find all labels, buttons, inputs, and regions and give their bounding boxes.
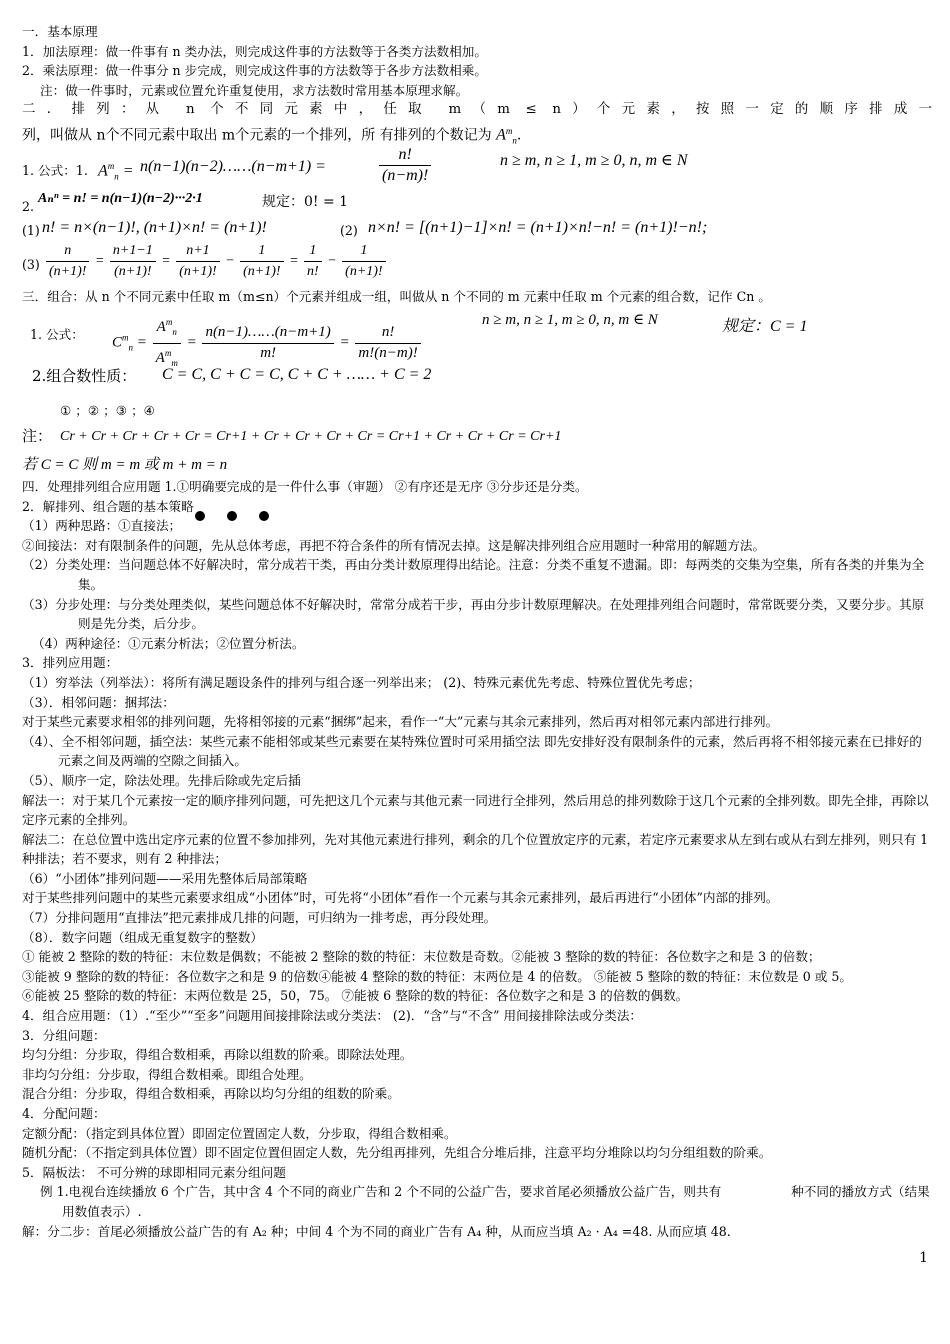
note-label: 注： <box>22 427 53 446</box>
combination-applications: 4．组合应用题：（1）.“至少”“至多”问题用间接排除法或分类法： (2)．“含”与“不含” 用间接排除法或分类法： <box>22 1008 643 1024</box>
divisibility-rules-1: ① 能被 2 整除的数的特征：末位数是偶数；不能被 2 整除的数的特征：末位数是奇数。②能被 3 整除的数的特征：各位数字之和是 3 的倍数； <box>22 949 821 965</box>
properties-list <box>22 393 932 423</box>
formula-1-den: (n−m)! <box>382 167 429 185</box>
equal-combinations-condition: 若 C = C 则 m = m 或 m + m = n <box>22 457 228 474</box>
factorial-fraction-identity: (3) $\frac{n}{(n+1)!}$ = $\frac{n+1-1}{(n+1)!}$ = $\frac{n+1}{(n+1)!}$ − $\frac{1}{(n+1)!}$ = $\frac{1}{n!}$ − $\frac{1}{(n+1)!}$ <box>22 241 932 287</box>
uneven-grouping: 非均匀分组：分步取，得组合数相乘。即组合处理。 <box>22 1066 312 1082</box>
distribution-title: 4．分配问题： <box>22 1106 106 1122</box>
properties-items: ① ；② ；③ ；④ <box>60 403 155 419</box>
addition-principle: 1．加法原理：做一件事有 n 类办法，则完成这件事的方法数等于各类方法数相加。 <box>22 43 487 59</box>
fixed-order-division: （5）、顺序一定，除法处理。先排后除或先定后插 <box>22 772 301 788</box>
solution-method-2: 解法二：在总位置中选出定序元素的位置不参加排列，先对其他元素进行排列，剩余的几个位置放定序的元素，若定序元素要求从左到右或从右到左排列，则只有 1 种排法；若不要求，则有 2 种排法； <box>22 831 929 867</box>
combination-definition: 三．组合：从 n 个不同元素中任取 m（m≤n）个元素并组成一组，叫做从 n 个不同的 m 元素中任取 m 个元素的组合数，记作 Cn 。 <box>22 289 771 305</box>
row-arrangement: （7）分排问题用“直排法”把元素排成几排的问题，可归纳为一排考虑，再分段处理。 <box>22 910 497 926</box>
bullet-dot <box>227 511 237 521</box>
combination-symbol: C <box>112 334 123 351</box>
example-1-text: 例 1.电视台连续播放 6 个广告，其中含 4 个不同的商业广告和 2 个不同的公益广告，要求首尾必须播放公益广告，则共有 <box>40 1184 722 1200</box>
indirect-method: ②间接法：对有限制条件的问题，先从总体考虑，再把不符合条件的所有情况去掉。这是解决排列组合应用题时一种常用的解题方法。 <box>22 537 766 553</box>
permutation-symbol: A <box>496 126 506 144</box>
solution-method-1: 解法一：对于某几个元素按一定的顺序排列问题，可先把这几个元素与其他元素一同进行全排列，然后用总的排列数除于这几个元素的全排列数。即先全排，再除以定序元素的全排列。 <box>22 792 929 828</box>
small-group-problem: （6）“小团体”排列问题——采用先整体后局部策略 <box>22 870 308 886</box>
formula-2-rule: 规定：0! = 1 <box>262 194 349 211</box>
note-expr: Cr + Cr + Cr + Cr + Cr = Cr+1 + Cr + Cr + Cr + Cr = Cr+1 + Cr + Cr + Cr = Cr+1 <box>60 429 562 445</box>
gap-insertion-method: （4）、全不相邻问题，插空法：某些元素不能相邻或某些元素要在某特殊位置时可采用插空法 即先安排好没有限制条件的元素，然后再将不相邻接元素在已排好的元素之间及两端的空隙之间插入。 <box>22 733 922 769</box>
identity-3-label: (3) <box>22 257 40 273</box>
bullet-dots <box>195 506 291 525</box>
stepwise-method: （3）分步处理：与分类处理类似，某些问题总体不好解决时，常常分成若干步，再由分步计数原理解决。在处理排列组合问题时，常常既要分类，又要分步。其原则是先分类，后分步。 <box>22 596 925 632</box>
section-4-title: 四．处理排列组合应用题 1.①明确要完成的是一件什么事（审题） ②有序还是无序 ③分步还是分类。 <box>22 479 588 495</box>
two-paths: （4）两种途径：①元素分析法；②位置分析法。 <box>32 635 305 651</box>
bullet-dot <box>259 511 269 521</box>
enumeration-method: （1）穷举法（列举法）：将所有满足题设条件的排列与组合逐一列举出来； (2)、特殊元素优先考虑、特殊位置优先考虑； <box>22 674 701 690</box>
combination-condition: n ≥ m, n ≥ 1, m ≥ 0, n, m ∈ N <box>482 312 658 329</box>
even-grouping: 均匀分组：分步取，得组合数相乘，再除以组数的阶乘。即除法处理。 <box>22 1047 413 1063</box>
combination-rule: 规定：C = 1 <box>722 318 808 336</box>
factorial-identities <box>22 215 932 241</box>
properties-label: 2.组合数性质： <box>32 367 137 386</box>
divisibility-rules-3: ⑥能被 25 整除的数的特征：末两位数是 25，50，75。 ⑦能被 6 整除的数的特征：各位数字之和是 3 的倍数的偶数。 <box>22 988 689 1004</box>
identity-2: n×n! = [(n+1)−1]×n! = (n+1)×n!−n! = (n+1)!−n!; <box>368 219 708 237</box>
principle-note: 注：做一件事时，元素或位置允许重复使用，求方法数时常用基本原理求解。 <box>40 82 469 98</box>
combination-formula: 1. 公式： $C^m_n$ = $\frac{A^m_n}{A^m_m}$ = $\frac{n(n-1)\dots\dots(n-m+1)}{m!}$ = $\frac{n!}{m!(n-m)!}$ n ≥ m, n ≥ 1, m ≥ 0, n, m ∈ N 规定：C = 1 <box>30 312 808 368</box>
document-page <box>22 22 932 1241</box>
formula-2-label: 2. <box>22 199 35 215</box>
bullet-dot <box>195 511 205 521</box>
identity-1: n! = n×(n−1)!, (n+1)×n! = (n+1)! <box>42 219 267 237</box>
formula-1-label: 1. 公式：1. <box>22 163 88 179</box>
formula-1-condition: n ≥ m, n ≥ 1, m ≥ 0, n, m ∈ N <box>500 152 688 170</box>
digit-problem-title: （8）．数字问题（组成无重复数字的整数） <box>22 929 263 945</box>
formula-2-expr: Aₙⁿ = n! = n(n−1)(n−2)···2·1 <box>38 191 203 207</box>
permutation-formula-1: 1. 公式：1. $A^m_n$ = n(n−1)(n−2)……(n−m+1) = $\frac{n!}{(n-m)!}$ n ≥ m, n ≥ 1, m ≥ 0, n, m ∈ N <box>22 146 688 185</box>
combination-formula-label: 1. 公式： <box>30 327 84 343</box>
example-1 <box>22 1182 932 1221</box>
permutation-definition-line1: 二．排列：从 n 个不同元素中，任取 m（m ≤ n）个元素，按照一定的顺序排成一 <box>22 102 932 118</box>
permutation-applications-title: 3．排列应用题： <box>22 655 119 671</box>
strategies-title: 2．解排列、组合题的基本策略 <box>22 498 194 514</box>
classification-method: （2）分类处理：当问题总体不好解决时，常分成若干类，再由分类计数原理得出结论。注意：分类不重复不遗漏。即：每两类的交集为空集，所有各类的并集为全集。 <box>22 557 925 592</box>
permutation-definition-line2: 列，叫做从 n个不同元素中取出 m个元素的一个排列，所 有排列的个数记为 $A^m_n$. <box>22 125 522 146</box>
page-number: 1 <box>919 1250 928 1266</box>
example-1-tail: 种不同的播放方式（结果用数值表示）. <box>62 1184 930 1219</box>
permutation-formula-2 <box>22 185 932 215</box>
small-group-method: 对于某些排列问题中的某些元素要求组成“小团体”时，可先将“小团体”看作一个元素与其余元素排列，最后再进行“小团体”内部的排列。 <box>22 890 779 906</box>
identity-1-label: (1) <box>22 223 40 239</box>
mixed-grouping: 混合分组：分步取，得组合数相乘，再除以均匀分组的组数的阶乘。 <box>22 1086 400 1102</box>
multiplication-principle: 2．乘法原理：做一件事分 n 步完成，则完成这件事的方法数等于各步方法数相乘。 <box>22 63 487 79</box>
two-approaches: （1）两种思路：①直接法； <box>22 518 182 534</box>
divisibility-rules-2: ③能被 9 整除的数的特征：各位数字之和是 9 的倍数④能被 4 整除的数的特征：末两位是 4 的倍数。 ⑤能被 5 整除的数的特征：末位数是 0 或 5。 <box>22 968 852 984</box>
properties-expr: C = C, C + C = C, C + C + …… + C = 2 <box>162 366 432 384</box>
permutation-definition-text: 列，叫做从 n个不同元素中取出 m个元素的一个排列，所 有排列的个数记为 <box>22 127 492 144</box>
combination-note <box>22 423 932 453</box>
bundling-method: 对于某些元素要求相邻的排列问题，先将相邻接的元素“捆绑”起来，看作一“大”元素与其余元素排列，然后再对相邻元素内部进行排列。 <box>22 714 779 730</box>
identity-2-label: (2) <box>340 223 358 239</box>
fixed-distribution: 定额分配：（指定到具体位置）即固定位置固定人数，分步取，得组合数相乘。 <box>22 1125 457 1141</box>
section-1-title: 一．基本原理 <box>22 24 98 39</box>
partition-method: 5．隔板法： 不可分辨的球即相同元素分组问题 <box>22 1164 286 1180</box>
random-distribution: 随机分配：（不指定到具体位置）即不固定位置但固定人数，先分组再排列，先组合分堆后排，注意平均分堆除以均匀分组组数的阶乘。 <box>22 1145 772 1161</box>
formula-1-expr: n(n−1)(n−2)……(n−m+1) = <box>140 158 326 176</box>
grouping-title: 3．分组问题： <box>22 1027 106 1043</box>
combination-properties <box>22 359 932 393</box>
formula-1-num: n! <box>379 145 431 166</box>
adjacent-problem: （3）．相邻问题：捆邦法： <box>22 694 175 710</box>
example-1-solution: 解：分二步：首尾必须播放公益广告的有 A₂ 种；中间 4 个为不同的商业广告有 A₄ 种，从而应当填 A₂ · A₄ =48. 从而应填 48. <box>22 1223 731 1239</box>
